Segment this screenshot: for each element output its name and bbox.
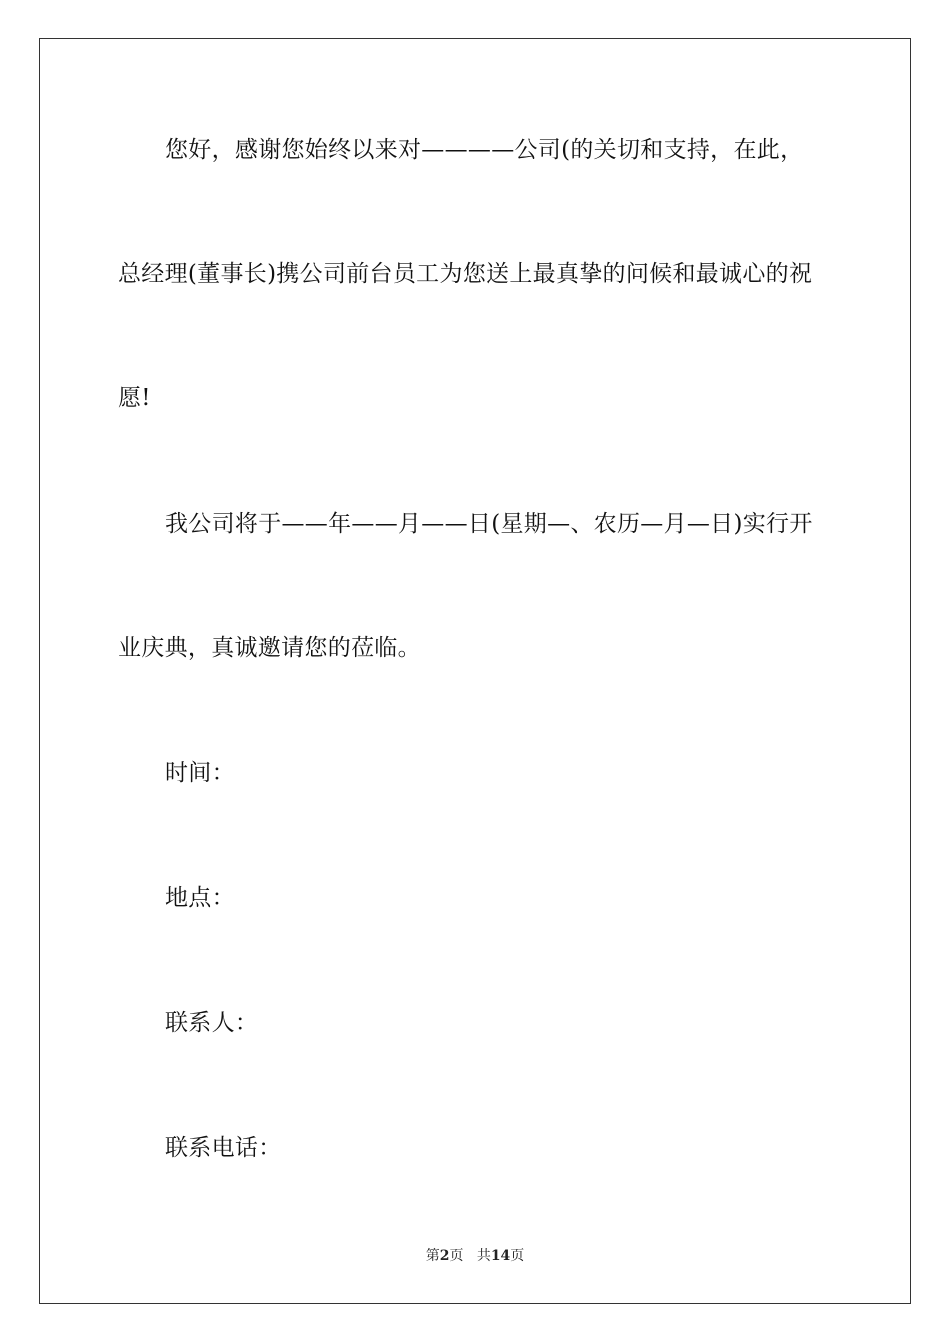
footer-total-suffix: 页 — [510, 1248, 525, 1264]
footer-page-prefix: 第 — [425, 1248, 440, 1264]
field-time-label: 时间： — [165, 760, 235, 786]
field-phone-label: 联系电话： — [165, 1135, 282, 1161]
paragraph-invitation-line-1: 我公司将于——年——月——日(星期—、农历—月—日)实行开 — [165, 511, 813, 537]
page-number-footer — [0, 1247, 950, 1265]
paragraph-invitation-line-2: 业庆典，真诚邀请您的莅临。 — [118, 635, 421, 661]
field-location-label: 地点： — [165, 885, 235, 911]
footer-page-total: 14 — [490, 1248, 511, 1264]
field-contact-label: 联系人： — [165, 1010, 259, 1036]
footer-page-current: 2 — [439, 1248, 450, 1264]
paragraph-greeting-line-1: 您好，感谢您始终以来对————公司(的关切和支持，在此， — [165, 137, 804, 163]
paragraph-greeting-line-2: 总经理(董事长)携公司前台员工为您送上最真挚的问候和最诚心的祝 — [118, 261, 813, 287]
page-frame — [39, 38, 911, 1304]
paragraph-greeting-line-3: 愿! — [118, 385, 151, 411]
footer-page-suffix: 页 — [449, 1248, 464, 1264]
footer-total-prefix: 共 — [476, 1248, 491, 1264]
